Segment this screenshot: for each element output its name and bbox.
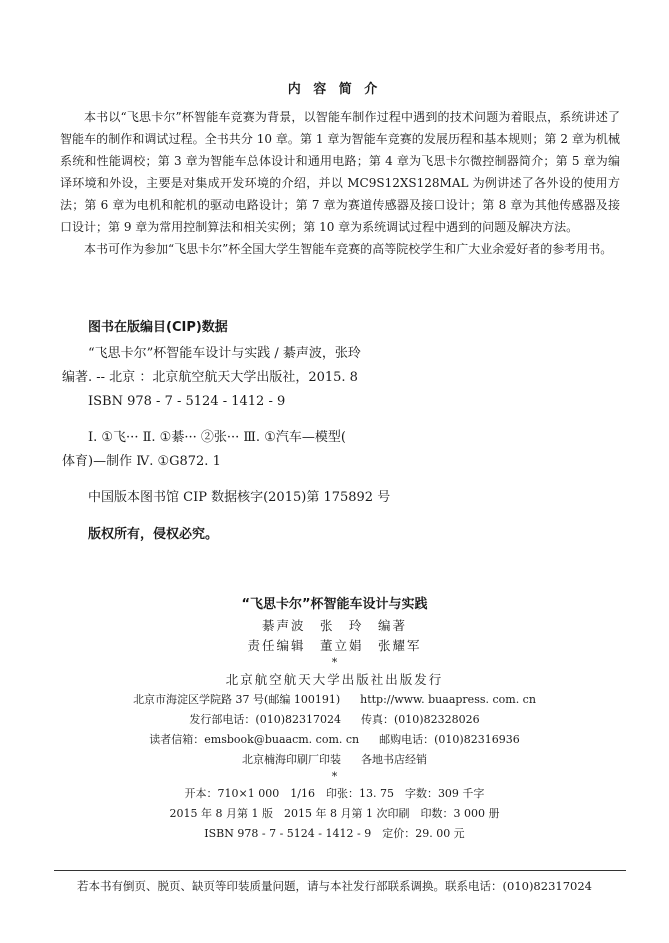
colophon-editors: 责任编辑 董立娟 张耀军 [247,638,422,653]
cip-line-1: “飞思卡尔”杯智能车设计与实践 / 綦声波，张玲 [88,346,361,361]
cip-block [62,342,622,510]
colophon-mail-phone: 邮购电话：(010)82316936 [379,733,520,746]
colophon-issue-phone: 发行部电话：(010)82317024 [189,713,341,726]
intro-paragraph-2: 本书可作为参加“飞思卡尔”杯全国大学生智能车竞赛的高等院校学生和广大业余爱好者的参考用书。 [84,242,613,256]
colophon-phone-row [0,710,669,730]
cip-line-3: ISBN 978 - 7 - 5124 - 1412 - 9 [88,394,286,409]
colophon-printer: 北京楠海印刷厂印装 [242,753,341,766]
cip-line-5: 体育)—制作 Ⅳ. ①G872. 1 [62,454,221,469]
colophon-star-2: * [331,770,338,783]
colophon-isbn-price: ISBN 978 - 7 - 5124 - 1412 - 9 定价：29. 00 元 [204,827,465,840]
colophon-printer-row [0,750,669,770]
cip-line-2: 编著. -- 北京 ：北京航空航天大学出版社，2015. 8 [62,370,358,385]
colophon-address-row [0,690,669,710]
colophon-format: 开本：710×1 000 1/16 印张：13. 75 字数：309 千字 [184,787,485,800]
cip-line-4: Ⅰ. ①飞··· Ⅱ. ①綦··· ②张··· Ⅲ. ①汽车—模型( [88,430,346,445]
intro-title: 内 容 简 介 [287,82,382,97]
rights-statement: 版权所有，侵权必究。 [88,527,219,542]
cip-title: 图书在版编目(CIP)数据 [88,320,228,335]
notice-divider [54,870,626,871]
colophon [0,594,669,844]
colophon-email: 读者信箱：emsbook@buaacm. com. cn [149,733,360,746]
colophon-email-row [0,730,669,750]
intro-paragraph-1: 本书以“飞思卡尔”杯智能车竞赛为背景，以智能车制作过程中遇到的技术问题为着眼点，系统讲述了智能车的制作和调试过程。全书共分 10 章。第 1 章为智能车竞赛的发展历程和基本规则；第 2 章为机械系统和性能调校；第 3 章为智能车总体设计和通用电路；第 4 章为飞思卡尔微控制器简介；第 5 章为编译环境和外设，主要是对集成开发环境的介绍，并以 MC9S12XS128MAL 为例讲述了各外设的使用方法；第 6 章为电机和舵机的驱动电路设计；第 7 章为赛道传感器及接口设计；第 8 章为其他传感器及接口设计；第 9 章为常用控制算法和相关实例；第 10 章为系统调试过程中遇到的问题及解决方法。 [60,110,620,234]
cip-line-6: 中国版本图书馆 CIP 数据核字(2015)第 175892 号 [88,490,391,505]
colophon-star: * [331,656,338,669]
colophon-edition: 2015 年 8 月第 1 版 2015 年 8 月第 1 次印刷 印数：3 000 册 [169,807,500,820]
colophon-authors: 綦声波 张 玲 编著 [261,618,407,633]
colophon-publisher: 北京航空航天大学出版社出版发行 [225,672,444,687]
colophon-website: http://www. buaapress. com. cn [360,693,536,706]
quality-notice: 若本书有倒页、脱页、缺页等印装质量问题，请与本社发行部联系调换。联系电话：(010)82317024 [77,879,592,893]
colophon-fax: 传真：(010)82328026 [361,713,480,726]
colophon-address: 北京市海淀区学院路 37 号(邮编 100191) [133,693,341,706]
colophon-distributor: 各地书店经销 [361,753,427,766]
colophon-book-title: “飞思卡尔”杯智能车设计与实践 [241,597,428,612]
intro-body [60,106,620,260]
